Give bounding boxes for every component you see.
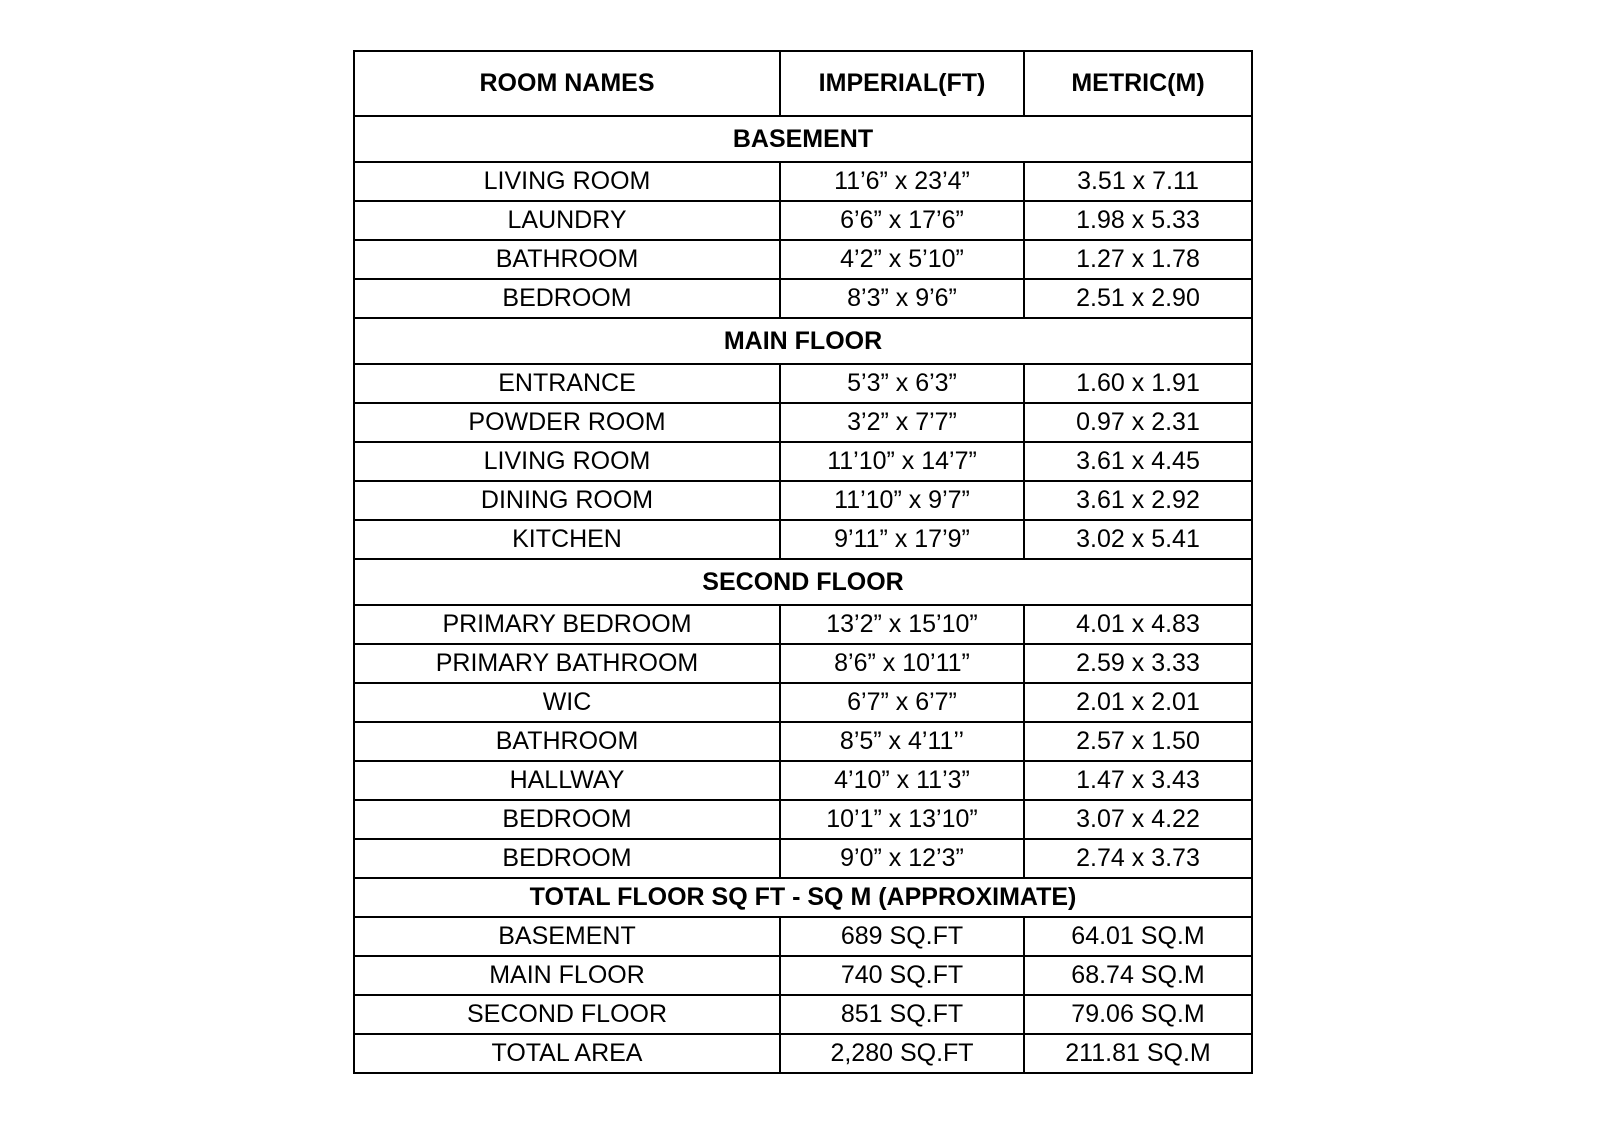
metric-dimension: 0.97 x 2.31 <box>1024 403 1252 442</box>
metric-dimension: 2.57 x 1.50 <box>1024 722 1252 761</box>
room-name: PRIMARY BEDROOM <box>354 605 780 644</box>
metric-dimension: 2.51 x 2.90 <box>1024 279 1252 318</box>
imperial-area: 740 SQ.FT <box>780 956 1024 995</box>
table-row <box>354 481 1252 520</box>
imperial-dimension: 11’10” x 9’7” <box>780 481 1024 520</box>
table-row <box>354 1034 1252 1073</box>
room-name: DINING ROOM <box>354 481 780 520</box>
room-name: LIVING ROOM <box>354 442 780 481</box>
room-name: BEDROOM <box>354 279 780 318</box>
imperial-dimension: 8’5” x 4’11’’ <box>780 722 1024 761</box>
table-row <box>354 442 1252 481</box>
table-row <box>354 644 1252 683</box>
metric-area: 211.81 SQ.M <box>1024 1034 1252 1073</box>
imperial-dimension: 9’0” x 12’3” <box>780 839 1024 878</box>
metric-area: 79.06 SQ.M <box>1024 995 1252 1034</box>
imperial-dimension: 5’3” x 6’3” <box>780 364 1024 403</box>
table-row <box>354 162 1252 201</box>
section-heading-row <box>354 559 1252 605</box>
imperial-dimension: 8’6” x 10’11” <box>780 644 1024 683</box>
room-name: LIVING ROOM <box>354 162 780 201</box>
room-name: ENTRANCE <box>354 364 780 403</box>
table-row <box>354 403 1252 442</box>
section-title-basement: BASEMENT <box>354 116 1252 162</box>
table-row <box>354 761 1252 800</box>
section-heading-row <box>354 878 1252 917</box>
table-row <box>354 839 1252 878</box>
imperial-area: 689 SQ.FT <box>780 917 1024 956</box>
table-row <box>354 917 1252 956</box>
metric-dimension: 3.07 x 4.22 <box>1024 800 1252 839</box>
imperial-dimension: 6’7” x 6’7” <box>780 683 1024 722</box>
room-name: WIC <box>354 683 780 722</box>
imperial-dimension: 11’6” x 23’4” <box>780 162 1024 201</box>
imperial-dimension: 4’2” x 5’10” <box>780 240 1024 279</box>
metric-dimension: 1.98 x 5.33 <box>1024 201 1252 240</box>
floor-name: TOTAL AREA <box>354 1034 780 1073</box>
room-name: POWDER ROOM <box>354 403 780 442</box>
table-row <box>354 201 1252 240</box>
imperial-dimension: 10’1” x 13’10” <box>780 800 1024 839</box>
metric-area: 68.74 SQ.M <box>1024 956 1252 995</box>
metric-dimension: 1.27 x 1.78 <box>1024 240 1252 279</box>
table-row <box>354 683 1252 722</box>
section-heading-row <box>354 318 1252 364</box>
metric-dimension: 3.61 x 4.45 <box>1024 442 1252 481</box>
metric-dimension: 3.61 x 2.92 <box>1024 481 1252 520</box>
imperial-dimension: 11’10” x 14’7” <box>780 442 1024 481</box>
floor-name: MAIN FLOOR <box>354 956 780 995</box>
table-row <box>354 800 1252 839</box>
floor-name: SECOND FLOOR <box>354 995 780 1034</box>
table-row <box>354 279 1252 318</box>
room-dimensions-table <box>353 50 1253 1074</box>
metric-dimension: 1.60 x 1.91 <box>1024 364 1252 403</box>
imperial-area: 851 SQ.FT <box>780 995 1024 1034</box>
header-metric: METRIC(M) <box>1024 51 1252 116</box>
table-row <box>354 605 1252 644</box>
header-room-names: ROOM NAMES <box>354 51 780 116</box>
room-name: KITCHEN <box>354 520 780 559</box>
room-name: BATHROOM <box>354 722 780 761</box>
metric-dimension: 4.01 x 4.83 <box>1024 605 1252 644</box>
imperial-dimension: 6’6” x 17’6” <box>780 201 1024 240</box>
room-name: BEDROOM <box>354 800 780 839</box>
room-name: BATHROOM <box>354 240 780 279</box>
table-row <box>354 995 1252 1034</box>
table-row <box>354 364 1252 403</box>
room-name: BEDROOM <box>354 839 780 878</box>
table-row <box>354 722 1252 761</box>
section-title-totals: TOTAL FLOOR SQ FT - SQ M (APPROXIMATE) <box>354 878 1252 917</box>
table-row <box>354 240 1252 279</box>
metric-dimension: 3.02 x 5.41 <box>1024 520 1252 559</box>
metric-dimension: 2.01 x 2.01 <box>1024 683 1252 722</box>
imperial-dimension: 9’11” x 17’9” <box>780 520 1024 559</box>
metric-dimension: 1.47 x 3.43 <box>1024 761 1252 800</box>
room-name: HALLWAY <box>354 761 780 800</box>
header-imperial: IMPERIAL(FT) <box>780 51 1024 116</box>
imperial-dimension: 3’2” x 7’7” <box>780 403 1024 442</box>
table-row <box>354 956 1252 995</box>
header-row <box>354 51 1252 116</box>
room-name: LAUNDRY <box>354 201 780 240</box>
metric-dimension: 2.59 x 3.33 <box>1024 644 1252 683</box>
floor-name: BASEMENT <box>354 917 780 956</box>
metric-dimension: 3.51 x 7.11 <box>1024 162 1252 201</box>
section-title-second-floor: SECOND FLOOR <box>354 559 1252 605</box>
imperial-area: 2,280 SQ.FT <box>780 1034 1024 1073</box>
imperial-dimension: 13’2” x 15’10” <box>780 605 1024 644</box>
imperial-dimension: 8’3” x 9’6” <box>780 279 1024 318</box>
imperial-dimension: 4’10” x 11’3” <box>780 761 1024 800</box>
room-name: PRIMARY BATHROOM <box>354 644 780 683</box>
section-heading-row <box>354 116 1252 162</box>
metric-area: 64.01 SQ.M <box>1024 917 1252 956</box>
section-title-main-floor: MAIN FLOOR <box>354 318 1252 364</box>
table-row <box>354 520 1252 559</box>
metric-dimension: 2.74 x 3.73 <box>1024 839 1252 878</box>
